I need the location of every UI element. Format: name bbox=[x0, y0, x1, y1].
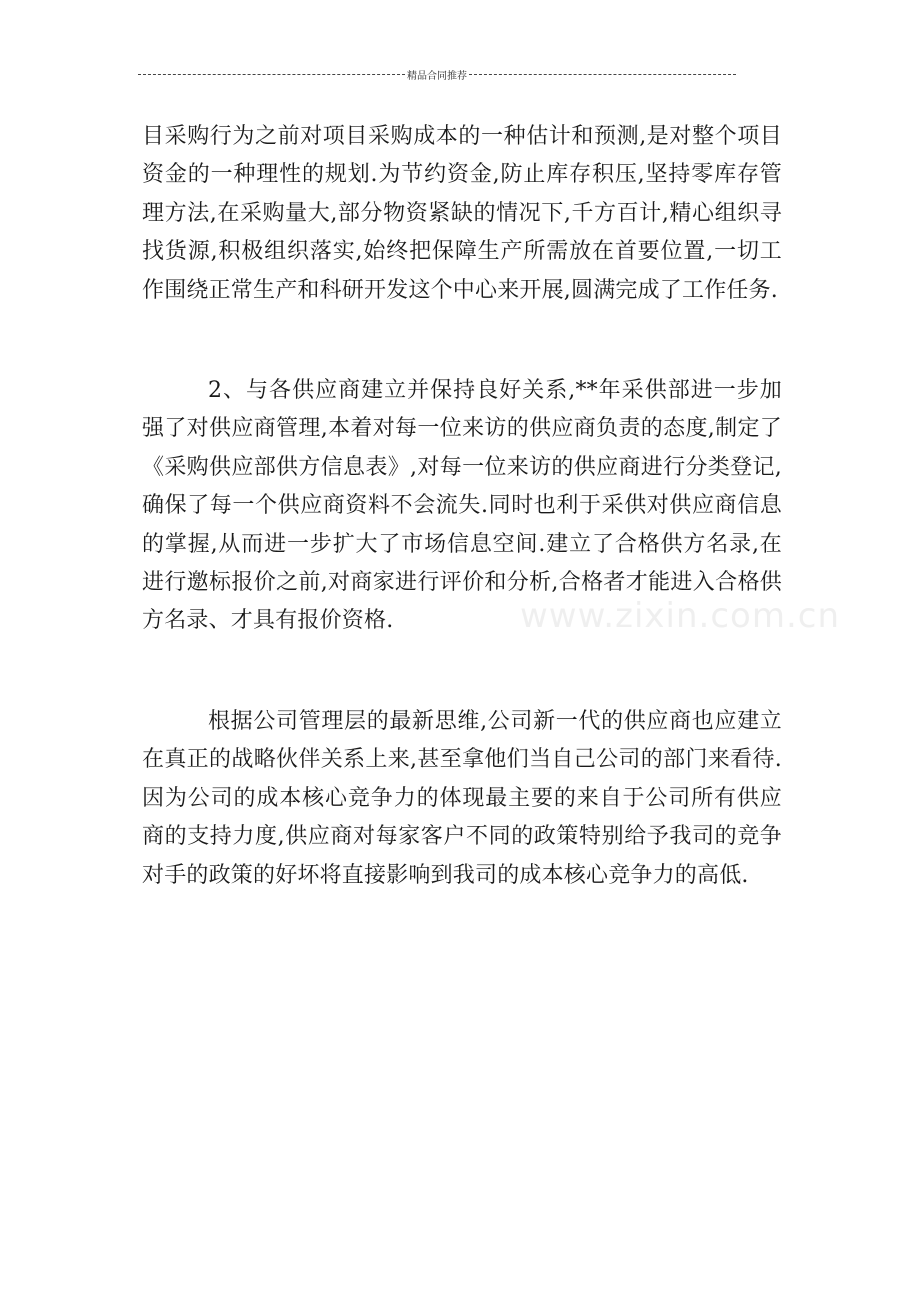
watermark: www.zixin.com.cn bbox=[520, 596, 840, 636]
document-body bbox=[142, 118, 782, 957]
paragraph-1: 目采购行为之前对项目采购成本的一种估计和预测,是对整个项目资金的一种理性的规划.为节约资金,防止库存积压,坚持零库存管理方法,在采购量大,部分物资紧缺的情况下,千方百计,精心组织寻找货源,积极组织落实,始终把保障生产所需放在首要位置,一切工作围绕正常生产和科研开发这个中心来开展,圆满完成了工作任务. bbox=[142, 124, 782, 303]
header-label: 精品合同推荐 bbox=[407, 70, 467, 82]
page-header bbox=[138, 66, 736, 82]
header-dash-right bbox=[469, 74, 736, 75]
paragraph-2: 2、与各供应商建立并保持良好关系,**年采供部进一步加强了对供应商管理,本着对每一位来访的供应商负责的态度,制定了《采购供应部供方信息表》,对每一位来访的供应商进行分类登记,确保了每一个供应商资料不会流失.同时也利于采供对供应商信息的掌握,从而进一步扩大了市场信息空间.建立了合格供方名录,在进行邀标报价之前,对商家进行评价和分析,合格者才能进入合格供方名录、才具有报价资格. bbox=[142, 378, 782, 634]
header-dash-left bbox=[138, 74, 405, 75]
paragraph-3: 根据公司管理层的最新思维,公司新一代的供应商也应建立在真正的战略伙伴关系上来,甚至拿他们当自己公司的部门来看待.因为公司的成本核心竞争力的体现最主要的来自于公司所有供应商的支持力度,供应商对每家客户不同的政策特别给予我司的竞争对手的政策的好坏将直接影响到我司的成本核心竞争力的高低. bbox=[142, 708, 782, 888]
